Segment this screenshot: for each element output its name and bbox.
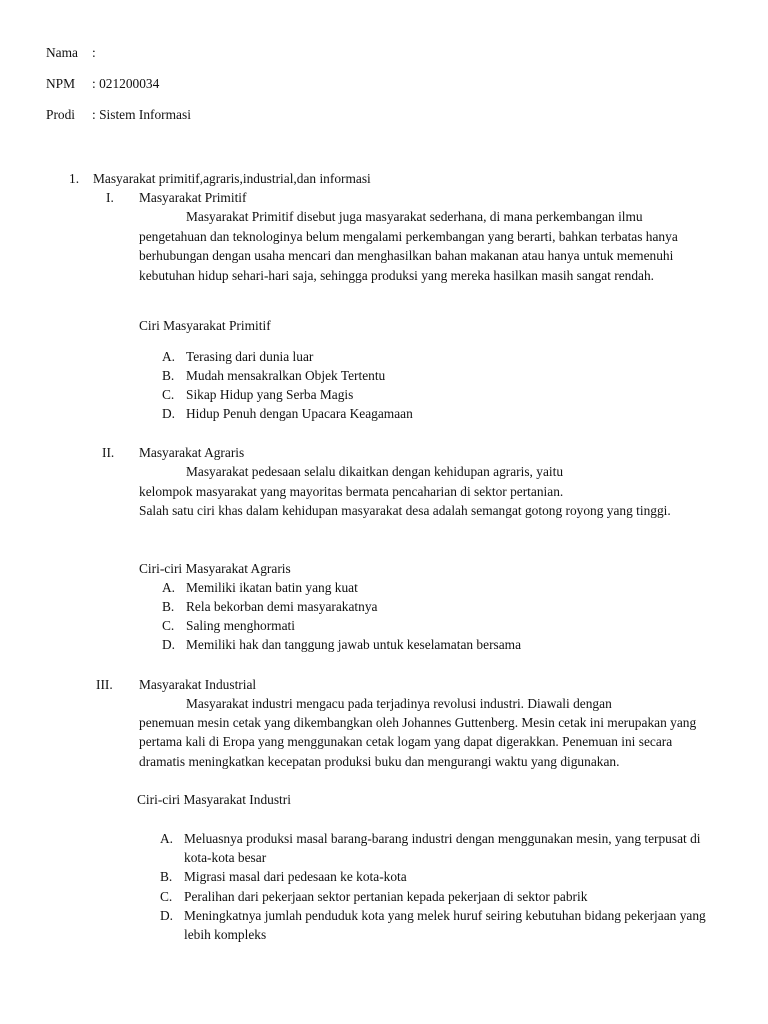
section-3-paragraph-first-line: Masyarakat industri mengacu pada terjadinya revolusi industri. Diawali dengan: [186, 696, 612, 711]
section-2-paragraph-second-line: kelompok masyarakat yang mayoritas bermata pencaharian di sektor pertanian.: [139, 484, 564, 499]
section-2-ciri-a-letter: A.: [162, 580, 176, 595]
question-number: 1.: [69, 171, 80, 186]
section-1-ciri-b: Mudah mensakralkan Objek Tertentu: [186, 368, 386, 383]
section-1-ciri-d-letter: D.: [162, 406, 176, 421]
section-3-title: Masyarakat Industrial: [139, 677, 257, 692]
section-3-ciri-a-letter: A.: [160, 831, 174, 846]
section-1-paragraph: pengetahuan dan teknologinya belum mengalami perkembangan yang berarti, bahkan terbatas hanya berhubungan dengan usaha mencari dan menghasilkan bahan makanan atau hanya untuk memenuhi kebutuhan hidup sehari-hari saja, sehingga produksi yang mereka hasilkan masih sangat rendah.: [139, 229, 678, 283]
section-3-ciri-c-letter: C.: [160, 889, 173, 904]
section-2-ciri-c: Saling menghormati: [186, 618, 295, 633]
section-2-ciri-b: Rela bekorban demi masyarakatnya: [186, 599, 378, 614]
section-1-ciri-a-letter: A.: [162, 349, 176, 364]
prodi-label: Prodi: [46, 107, 76, 122]
section-1-numeral: I.: [106, 190, 114, 205]
section-3-ciri-b: Migrasi masal dari pedesaan ke kota-kota: [184, 869, 407, 884]
section-2-paragraph: Salah satu ciri khas dalam kehidupan masyarakat desa adalah semangat gotong royong yang tinggi.: [139, 503, 671, 518]
section-3-numeral: III.: [96, 677, 113, 692]
section-2-ciri-a: Memiliki ikatan batin yang kuat: [186, 580, 358, 595]
section-2-numeral: II.: [102, 445, 115, 460]
section-3-ciri-a: Meluasnya produksi masal barang-barang industri dengan menggunakan mesin, yang terpusat di kota-kota besar: [184, 831, 701, 866]
section-3-ciri-d: Meningkatnya jumlah penduduk kota yang melek huruf seiring kebutuhan bidang pekerjaan yang lebih kompleks: [184, 908, 706, 943]
section-3-ciri-c: Peralihan dari pekerjaan sektor pertanian kepada pekerjaan di sektor pabrik: [184, 889, 588, 904]
section-3-ciri-d-letter: D.: [160, 908, 174, 923]
section-2-title: Masyarakat Agraris: [139, 445, 245, 460]
section-2-ciri-b-letter: B.: [162, 599, 175, 614]
npm-label: NPM: [46, 76, 76, 91]
question-title: Masyarakat primitif,agraris,industrial,dan informasi: [93, 171, 371, 186]
section-2-paragraph-first-line: Masyarakat pedesaan selalu dikaitkan dengan kehidupan agraris, yaitu: [186, 464, 564, 479]
section-1-ciri-c-letter: C.: [162, 387, 175, 402]
section-1-ciri-c: Sikap Hidup yang Serba Magis: [186, 387, 354, 402]
nama-label: Nama: [46, 45, 78, 60]
section-3-ciri-title: Ciri-ciri Masyarakat Industri: [137, 792, 291, 807]
section-2-ciri-title: Ciri-ciri Masyarakat Agraris: [139, 561, 291, 576]
section-1-ciri-b-letter: B.: [162, 368, 175, 383]
section-1-ciri-d: Hidup Penuh dengan Upacara Keagamaan: [186, 406, 413, 421]
section-2-ciri-c-letter: C.: [162, 618, 175, 633]
npm-value: : 021200034: [92, 76, 160, 91]
section-2-ciri-d: Memiliki hak dan tanggung jawab untuk keselamatan bersama: [186, 637, 522, 652]
section-1-ciri-a: Terasing dari dunia luar: [186, 349, 314, 364]
section-1-paragraph-first-line: Masyarakat Primitif disebut juga masyarakat sederhana, di mana perkembangan ilmu: [186, 209, 643, 224]
section-1-title: Masyarakat Primitif: [139, 190, 247, 205]
nama-value: :: [92, 45, 96, 60]
section-3-paragraph: penemuan mesin cetak yang dikembangkan oleh Johannes Guttenberg. Mesin cetak ini merupakan yang pertama kali di Eropa yang menggunakan cetak logam yang dapat digerakkan. Penemuan ini secara dramatis meningkatkan kecepatan produksi buku dan mengurangi waktu yang digunakan.: [139, 715, 697, 769]
section-2-ciri-d-letter: D.: [162, 637, 176, 652]
section-3-ciri-b-letter: B.: [160, 869, 173, 884]
prodi-value: : Sistem Informasi: [92, 107, 191, 122]
section-1-ciri-title: Ciri Masyarakat Primitif: [139, 318, 271, 333]
